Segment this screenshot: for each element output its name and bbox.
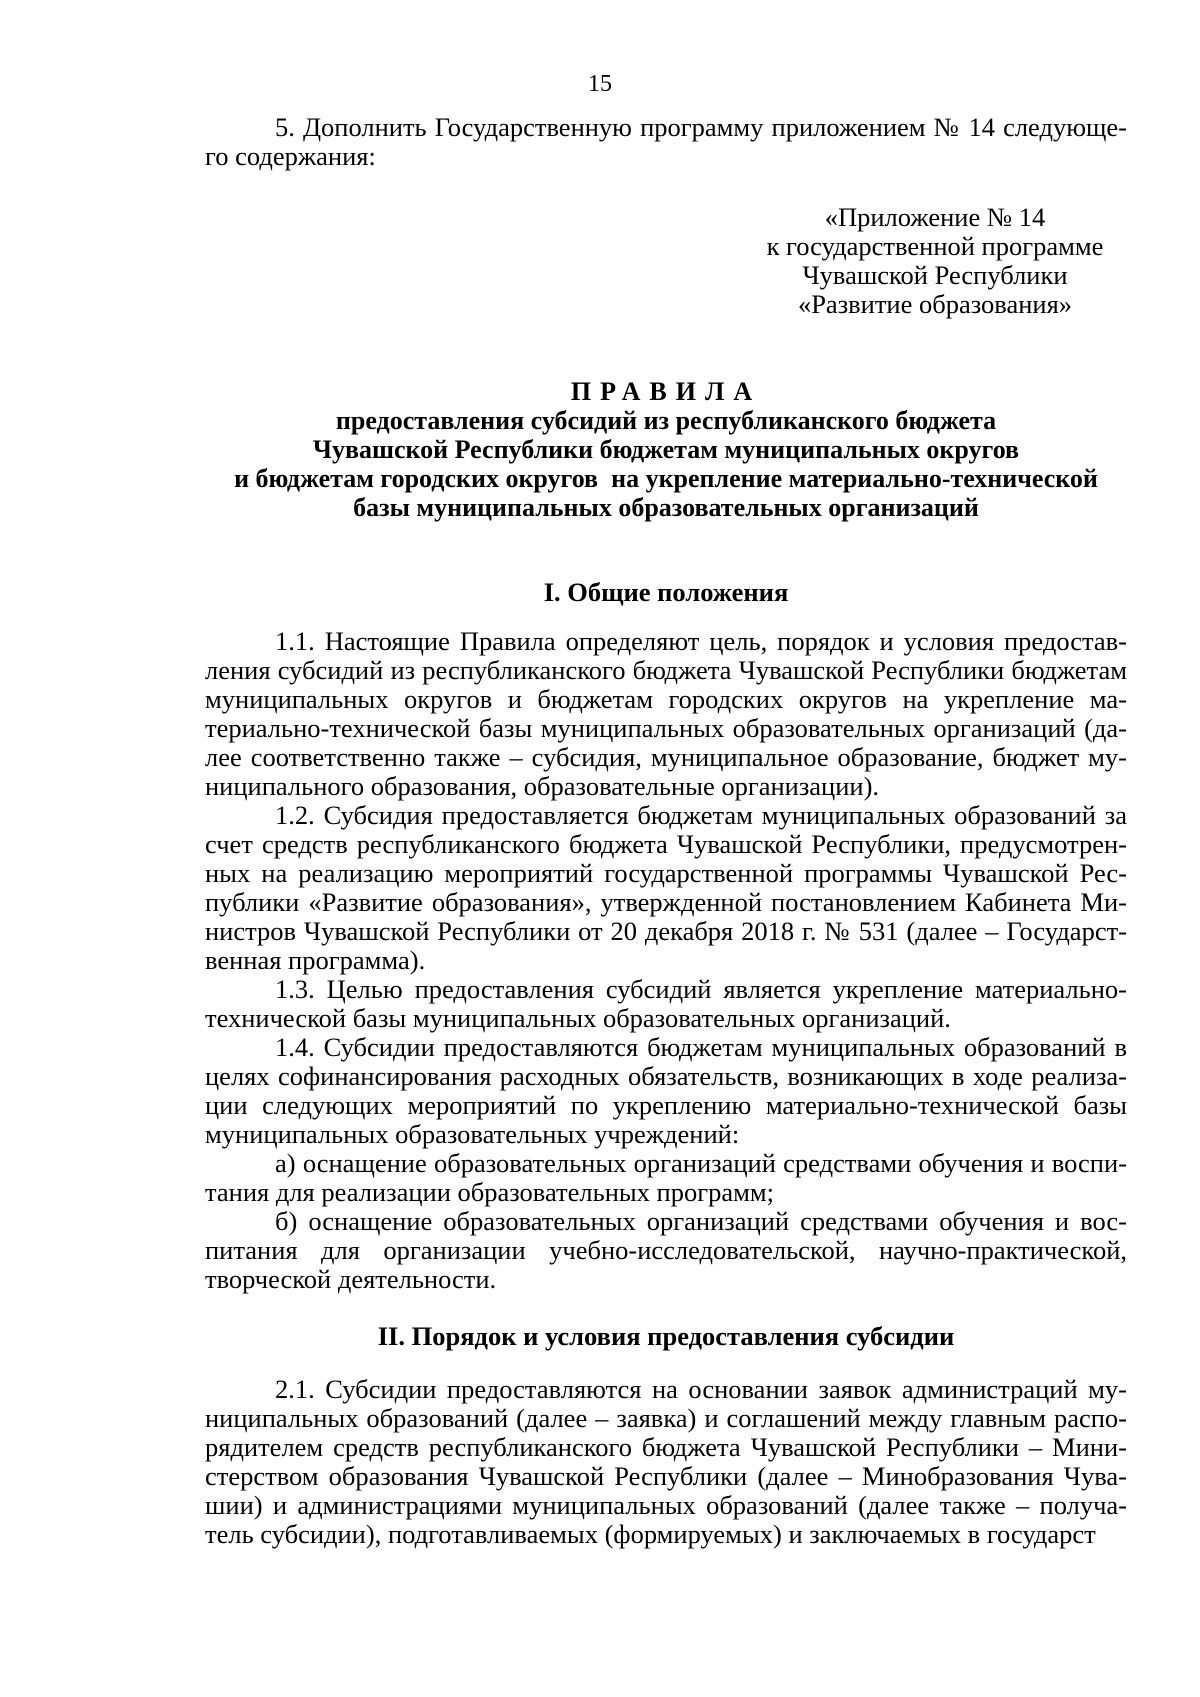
title-line: базы муниципальных образовательных организаций bbox=[353, 493, 979, 522]
title-line: Чувашской Республики бюджетам муниципальных округов bbox=[312, 435, 1020, 464]
appendix-reference bbox=[205, 203, 1125, 319]
intro-paragraph: 5. Дополнить Государственную программу приложением № 14 следующего содержания: bbox=[205, 112, 1127, 171]
paragraph: 1.1. Настоящие Правила определяют цель, порядок и условия предоставления субсидий из республиканского бюджета Чувашской Республики бюджетам муниципальных округов и бюджетам городских округов на укрепление материально-технической базы муниципальных образовательных организаций (далее соответственно также – субсидия, муниципальное образование, бюджет муниципального образования, образовательные организации). bbox=[205, 626, 1127, 801]
appendix-line: «Приложение № 14 bbox=[824, 202, 1046, 232]
paragraph: а) оснащение образовательных организаций средствами обучения и воспитания для реализации образовательных программ; bbox=[205, 1148, 1127, 1207]
title-line: предоставления субсидий из республиканского бюджета bbox=[335, 406, 997, 435]
document-title bbox=[205, 377, 1127, 522]
appendix-line: Чувашской Республики bbox=[802, 260, 1068, 290]
title-line: и бюджетам городских округов на укрепление материально-технической bbox=[234, 464, 1098, 493]
paragraph: 2.1. Субсидии предоставляются на основании заявок администраций муниципальных образований (далее – заявка) и соглашений между главным распорядителем средств республиканского бюджета Чувашской Республики – Министерством образования Чувашской Республики (далее – Минобразования Чувашии) и администрациями муниципальных образований (далее также – получатель субсидии), подготавливаемых (формируемых) и заключаемых в государст bbox=[205, 1374, 1127, 1549]
section-heading: II. Порядок и условия предоставления субсидии bbox=[377, 1321, 955, 1351]
page-number: 15 bbox=[588, 71, 612, 97]
appendix-line: «Развитие образования» bbox=[797, 289, 1073, 319]
appendix-line: к государственной программе bbox=[766, 231, 1104, 261]
paragraph: 1.4. Субсидии предоставляются бюджетам муниципальных образований в целях софинансирования расходных обязательств, возникающих в ходе реализации следующих мероприятий по укреплению материально-технической базы муниципальных образовательных учреждений: bbox=[205, 1032, 1127, 1149]
title-main: ПРАВИЛА bbox=[570, 377, 762, 406]
paragraph: 1.3. Целью предоставления субсидий является укрепление материально-технической базы муниципальных образовательных организаций. bbox=[205, 974, 1127, 1033]
paragraph: 1.2. Субсидия предоставляется бюджетам муниципальных образований за счет средств республиканского бюджета Чувашской Республики, предусмотренных на реализацию мероприятий государственной программы Чувашской Республики «Развитие образования», утвержденной постановлением Кабинета Министров Чувашской Республики от 20 декабря 2018 г. № 531 (далее – Государственная программа). bbox=[205, 800, 1127, 975]
paragraph: б) оснащение образовательных организаций средствами обучения и воспитания для организации учебно-исследовательской, научно-практической, творческой деятельности. bbox=[205, 1206, 1127, 1294]
document-body bbox=[205, 113, 1127, 1549]
section-heading: I. Общие положения bbox=[543, 577, 789, 607]
